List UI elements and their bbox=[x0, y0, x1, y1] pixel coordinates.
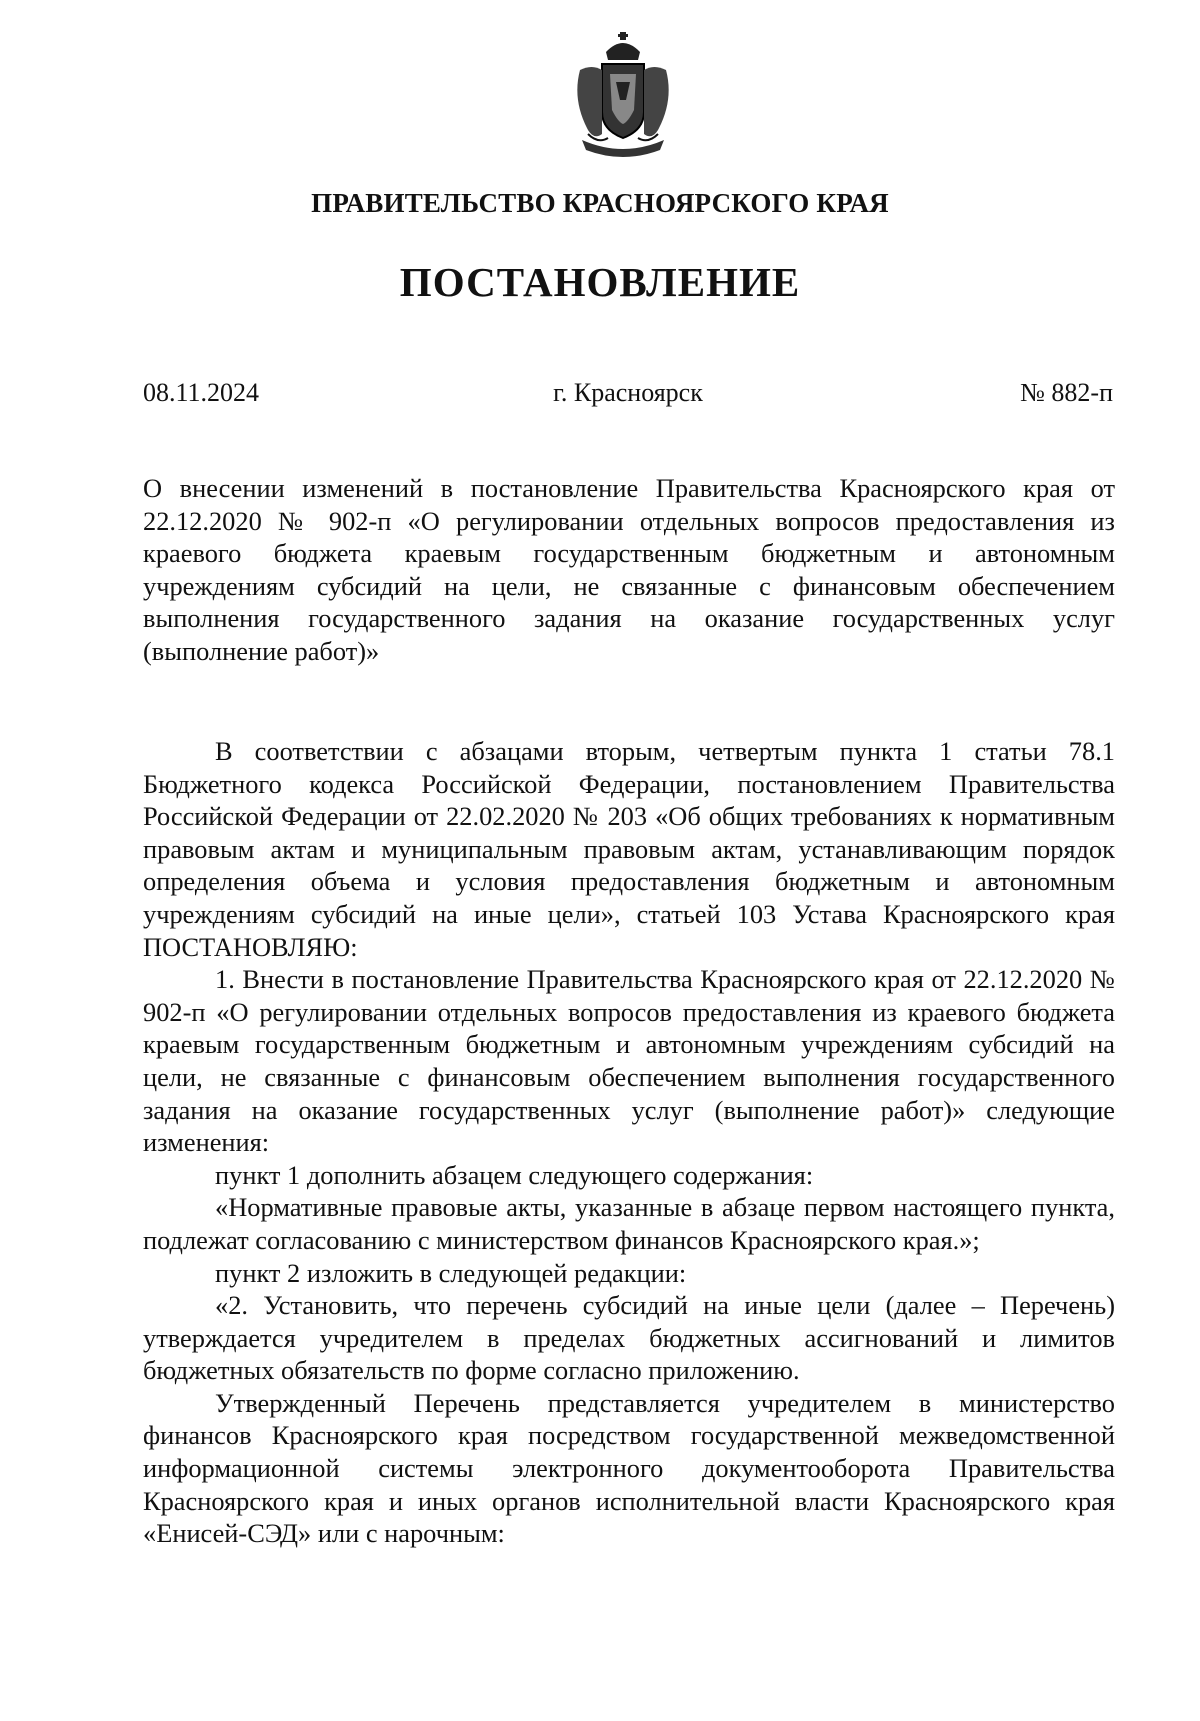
document-title bbox=[143, 472, 1115, 668]
coat-of-arms-icon bbox=[568, 30, 678, 160]
item-1-paragraph: 1. Внести в постановление Правительства Красноярского края от 22.12.2020 № 902-п «О регулировании отдельных вопросов предоставления из краевого бюджета краевым государственным бюджетным и автономным учреждениям субсидий на цели, не связанные с финансовым обеспечением выполнения государственного задания на оказание государственных услуг (выполнение работ)» следующие изменения: bbox=[143, 964, 1115, 1158]
document-number: № 882-п bbox=[1020, 378, 1113, 407]
point-2-text-continued: Утвержденный Перечень представляется учредителем в министерство финансов Красноярского края посредством государственной межведомственной информационной системы электронного документооборота Правительства Красноярского края и иных органов исполнительной власти Красноярского края «Енисей-СЭД» или с нарочным: bbox=[143, 1387, 1115, 1549]
document-date: 08.11.2024 bbox=[143, 378, 260, 407]
point-2-intro: пункт 2 изложить в следующей редакции: bbox=[215, 1257, 687, 1288]
document-body bbox=[143, 735, 1115, 1550]
document-city: г. Красноярск bbox=[553, 378, 703, 407]
point-2-text: «2. Установить, что перечень субсидий на иные цели (далее – Перечень) утверждается учредителем в пределах бюджетных ассигнований и лимитов бюджетных обязательств по форме согласно приложению. bbox=[143, 1290, 1115, 1386]
preamble-paragraph: В соответствии с абзацами вторым, четвертым пункта 1 статьи 78.1 Бюджетного кодекса Российской Федерации, постановлением Правительства Российской Федерации от 22.02.2020 № 203 «Об общих требованиях к нормативным правовым актам и муниципальным правовым актам, устанавливающим порядок определения объема и условия предоставления бюджетным и автономным учреждениям субсидий на иные цели», статьей 103 Устава Красноярского края ПОСТАНОВЛЯЮ: bbox=[143, 736, 1115, 962]
point-1-intro: пункт 1 дополнить абзацем следующего содержания: bbox=[215, 1159, 814, 1190]
document-title-text: О внесении изменений в постановление Правительства Красноярского края от 22.12.2020 № 902-п «О регулировании отдельных вопросов предоставления из краевого бюджета краевым государственным бюджетным и автономным учреждениям субсидий на цели, не связанные с финансовым обеспечением выполнения государственного задания на оказание государственных услуг (выполнение работ)» bbox=[143, 473, 1115, 666]
document-meta bbox=[143, 378, 1113, 418]
point-1-text: «Нормативные правовые акты, указанные в абзаце первом настоящего пункта, подлежат согласованию с министерством финансов Красноярского края.»; bbox=[143, 1192, 1115, 1255]
organization-name: ПРАВИТЕЛЬСТВО КРАСНОЯРСКОГО КРАЯ bbox=[311, 188, 889, 218]
document-type: ПОСТАНОВЛЕНИЕ bbox=[399, 259, 801, 305]
